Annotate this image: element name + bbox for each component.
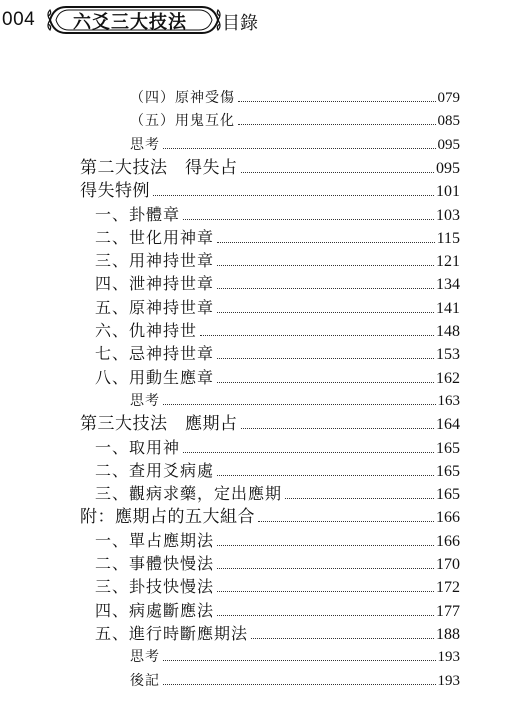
toc-entry[interactable] xyxy=(95,552,460,576)
toc-entry-page-number: 095 xyxy=(437,136,460,153)
toc-leader-dots xyxy=(163,404,436,405)
toc-entry-page-number: 163 xyxy=(437,392,460,409)
toc-entry-label: 附：應期占的五大組合 xyxy=(80,507,255,528)
toc-entry-page-number: 103 xyxy=(436,206,460,224)
toc-entry[interactable] xyxy=(95,575,460,599)
toc-entry-label: 思考 xyxy=(130,392,160,409)
toc-leader-dots xyxy=(217,545,434,546)
toc-leader-dots xyxy=(217,358,434,359)
toc-entry-label: 第三大技法 應期占 xyxy=(80,414,238,435)
toc-entry[interactable] xyxy=(80,412,460,436)
toc-entry-page-number: 165 xyxy=(436,439,460,457)
toc-entry-label: 五、原神持世章 xyxy=(95,297,215,317)
toc-entry-label: 五、進行時斷應期法 xyxy=(95,623,249,643)
toc-entry-label: 三、卦技快慢法 xyxy=(95,577,215,597)
toc-entry-page-number: 141 xyxy=(436,299,460,317)
toc-entry[interactable] xyxy=(95,459,460,483)
toc-entry[interactable] xyxy=(130,645,460,669)
toc-entry-page-number: 188 xyxy=(436,625,460,643)
toc-entry-page-number: 193 xyxy=(437,672,460,689)
toc-leader-dots xyxy=(217,591,434,592)
toc-entry-label: 二、查用爻病處 xyxy=(95,460,215,480)
toc-entry[interactable] xyxy=(95,272,460,296)
running-header xyxy=(0,4,300,36)
toc-leader-dots xyxy=(217,242,435,243)
toc-leader-dots xyxy=(163,684,436,685)
toc-leader-dots xyxy=(163,660,436,661)
toc-entry-page-number: 193 xyxy=(437,649,460,666)
toc-leader-dots xyxy=(183,452,434,453)
toc-entry[interactable] xyxy=(80,505,460,529)
toc-entry[interactable] xyxy=(95,342,460,366)
toc-entry[interactable] xyxy=(95,436,460,460)
toc-leader-dots xyxy=(258,521,434,522)
toc-entry[interactable] xyxy=(80,179,460,203)
toc-entry-label: 第二大技法 得失占 xyxy=(80,157,238,178)
toc-entry-label: 六、仇神持世 xyxy=(95,321,198,340)
toc-leader-dots xyxy=(241,428,435,429)
toc-entry-page-number: 095 xyxy=(436,159,460,177)
toc-entry-page-number: 148 xyxy=(436,323,460,340)
toc-entry[interactable] xyxy=(95,296,460,320)
toc-entry-label: 一、取用神 xyxy=(95,437,181,457)
page-number: 004 xyxy=(2,9,36,30)
toc-entry-label: （五）用鬼互化 xyxy=(130,113,235,130)
toc-entry-label: 一、卦體章 xyxy=(95,204,181,224)
toc-entry-page-number: 115 xyxy=(436,229,460,247)
toc-leader-dots xyxy=(238,101,436,102)
toc-leader-dots xyxy=(217,382,434,383)
toc-entry[interactable] xyxy=(130,389,460,413)
toc-entry-label: 七、忌神持世章 xyxy=(95,344,215,364)
toc-leader-dots xyxy=(217,615,434,616)
toc-entry-label: 四、病處斷應法 xyxy=(95,600,215,620)
toc-entry-page-number: 153 xyxy=(436,346,460,364)
toc-entry[interactable] xyxy=(95,529,460,553)
toc-entry-label: 三、用神持世章 xyxy=(95,251,215,271)
toc-leader-dots xyxy=(217,475,434,476)
toc-entry[interactable] xyxy=(95,203,460,227)
toc-leader-dots xyxy=(238,124,436,125)
toc-leader-dots xyxy=(251,638,434,639)
toc-leader-dots xyxy=(217,288,434,289)
toc-leader-dots xyxy=(200,335,434,336)
toc-entry-label: 得失特例 xyxy=(80,181,150,202)
toc-leader-dots xyxy=(217,568,434,569)
toc-entry-page-number: 177 xyxy=(436,602,460,620)
toc-leader-dots xyxy=(241,172,435,173)
toc-entry-page-number: 085 xyxy=(437,113,460,130)
section-title: 目錄 xyxy=(222,13,258,34)
toc-entry[interactable] xyxy=(95,482,460,506)
toc-entry-page-number: 165 xyxy=(436,462,460,480)
toc-entry-page-number: 164 xyxy=(436,416,460,434)
toc-entry[interactable] xyxy=(95,319,460,343)
toc-entry[interactable] xyxy=(95,366,460,390)
toc-entry-page-number: 121 xyxy=(436,253,460,271)
toc-leader-dots xyxy=(163,148,436,149)
toc-leader-dots xyxy=(217,265,434,266)
toc-entry-label: 二、事體快慢法 xyxy=(95,554,215,573)
toc-entry-label: 思考 xyxy=(130,649,160,666)
toc-entry-label: 四、泄神持世章 xyxy=(95,274,215,294)
toc-entry-page-number: 170 xyxy=(436,556,460,573)
toc-entry[interactable] xyxy=(95,599,460,623)
toc-entry-page-number: 172 xyxy=(436,579,460,597)
book-title: 六爻三大技法 xyxy=(73,12,187,33)
toc-entry-page-number: 166 xyxy=(436,509,460,527)
toc-entry-page-number: 079 xyxy=(437,90,460,106)
toc-entry-page-number: 162 xyxy=(436,369,460,387)
toc-entry[interactable] xyxy=(95,622,460,646)
toc-entry-label: 二、世化用神章 xyxy=(95,227,215,247)
toc-entry-label: 後記 xyxy=(130,672,160,689)
toc-entry-label: （四）原神受傷 xyxy=(130,90,235,106)
toc-leader-dots xyxy=(153,195,434,196)
toc-entry-label: 八、用動生應章 xyxy=(95,367,215,387)
toc-entry[interactable] xyxy=(95,226,460,250)
toc-entry-page-number: 166 xyxy=(436,532,460,550)
toc-entry[interactable] xyxy=(130,86,460,110)
toc-entry-page-number: 101 xyxy=(436,183,460,201)
toc-entry[interactable] xyxy=(130,109,460,133)
toc-entry[interactable] xyxy=(130,133,460,157)
toc-entry[interactable] xyxy=(130,669,460,693)
toc-entry[interactable] xyxy=(80,156,460,180)
toc-entry-page-number: 134 xyxy=(436,276,460,294)
toc-entry-label: 三、觀病求藥，定出應期 xyxy=(95,484,283,504)
toc-leader-dots xyxy=(183,219,434,220)
toc-leader-dots xyxy=(217,312,434,313)
toc-leader-dots xyxy=(285,498,434,499)
toc-entry-label: 思考 xyxy=(130,136,160,153)
toc-entry[interactable] xyxy=(95,249,460,273)
toc-entry-label: 一、單占應期法 xyxy=(95,530,215,550)
toc-entry-page-number: 165 xyxy=(436,486,460,504)
